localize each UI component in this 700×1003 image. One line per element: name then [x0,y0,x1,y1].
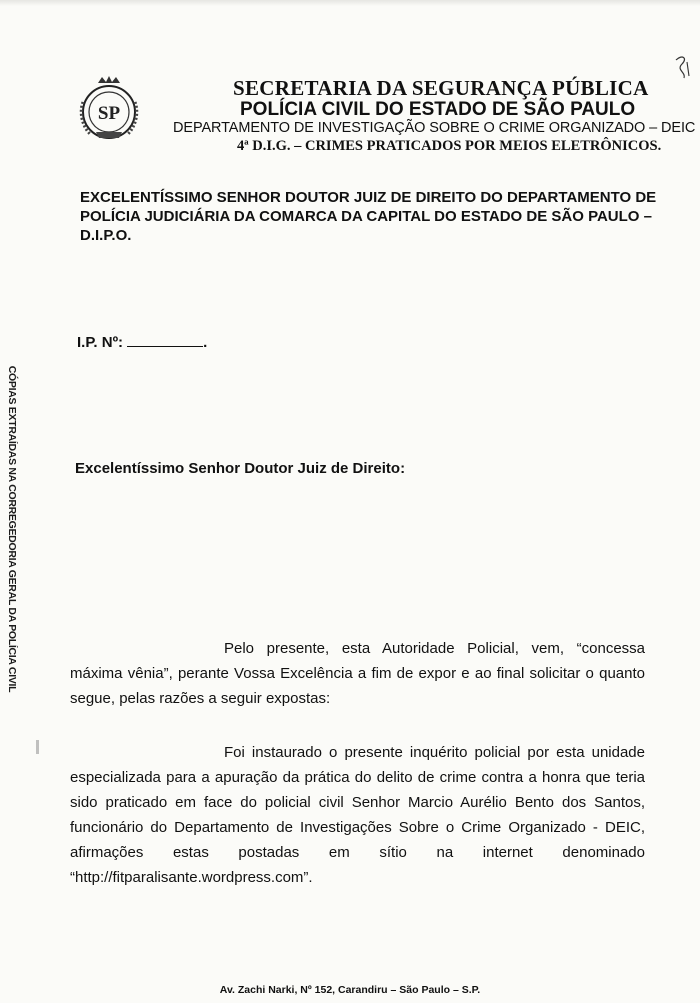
side-stamp-text: CÓPIAS EXTRAÍDAS NA CORREGEDORIA GERAL DA POLÍCIA CIVIL [6,365,18,693]
addressee-block: EXCELENTÍSSIMO SENHOR DOUTOR JUIZ DE DIREITO DO DEPARTAMENTO DE POLÍCIA JUDICIÁRIA DA COMARCA DA CAPITAL DO ESTADO DE SÃO PAULO – D.I.P.O. [80,189,657,244]
paragraph-2 [70,740,645,890]
paragraph-1-text: Pelo presente, esta Autoridade Policial, vem, “concessa máxima vênia”, perante Vossa Excelência a fim de expor e ao final solicitar o quanto segue, pelas razões a seguir expostas: [70,640,645,707]
scan-top-edge [0,0,700,6]
header-departamento: DEPARTAMENTO DE INVESTIGAÇÃO SOBRE O CRIME ORGANIZADO – DEIC [173,120,696,136]
footer-address: Av. Zachi Narki, Nº 152, Carandiru – São Paulo – S.P. [219,984,481,996]
state-seal-icon [76,74,142,144]
scan-speck [36,740,39,754]
header-secretaria: SECRETARIA DA SEGURANÇA PÚBLICA [233,76,649,100]
ip-suffix: . [203,334,208,351]
ip-number-blank [127,333,203,347]
salutation: Excelentíssimo Senhor Doutor Juiz de Direito: [75,460,406,477]
handwritten-mark [672,50,694,90]
ip-number-line [77,333,207,351]
ip-label: I.P. Nº: [77,334,124,351]
side-stamp [2,328,22,730]
paragraph-1 [70,636,645,711]
paragraph-2-text: Foi instaurado o presente inquérito policial por esta unidade especializada para a apuração da prática do delito de crime contra a honra que teria sido praticado em face do policial civil Senhor Marcio Aurélio Bento dos Santos, funcionário do Departamento de Investigações Sobre o Crime Organizado - DEIC, afirmações estas postadas em sítio na internet denominado “http://fitparalisante.wordpress.com”. [70,744,645,886]
header-policia-civil: POLÍCIA CIVIL DO ESTADO DE SÃO PAULO [240,99,636,120]
seal-letters: SP [97,103,121,124]
header-dig: 4ª D.I.G. – CRIMES PRATICADOS POR MEIOS ELETRÔNICOS. [237,138,662,154]
